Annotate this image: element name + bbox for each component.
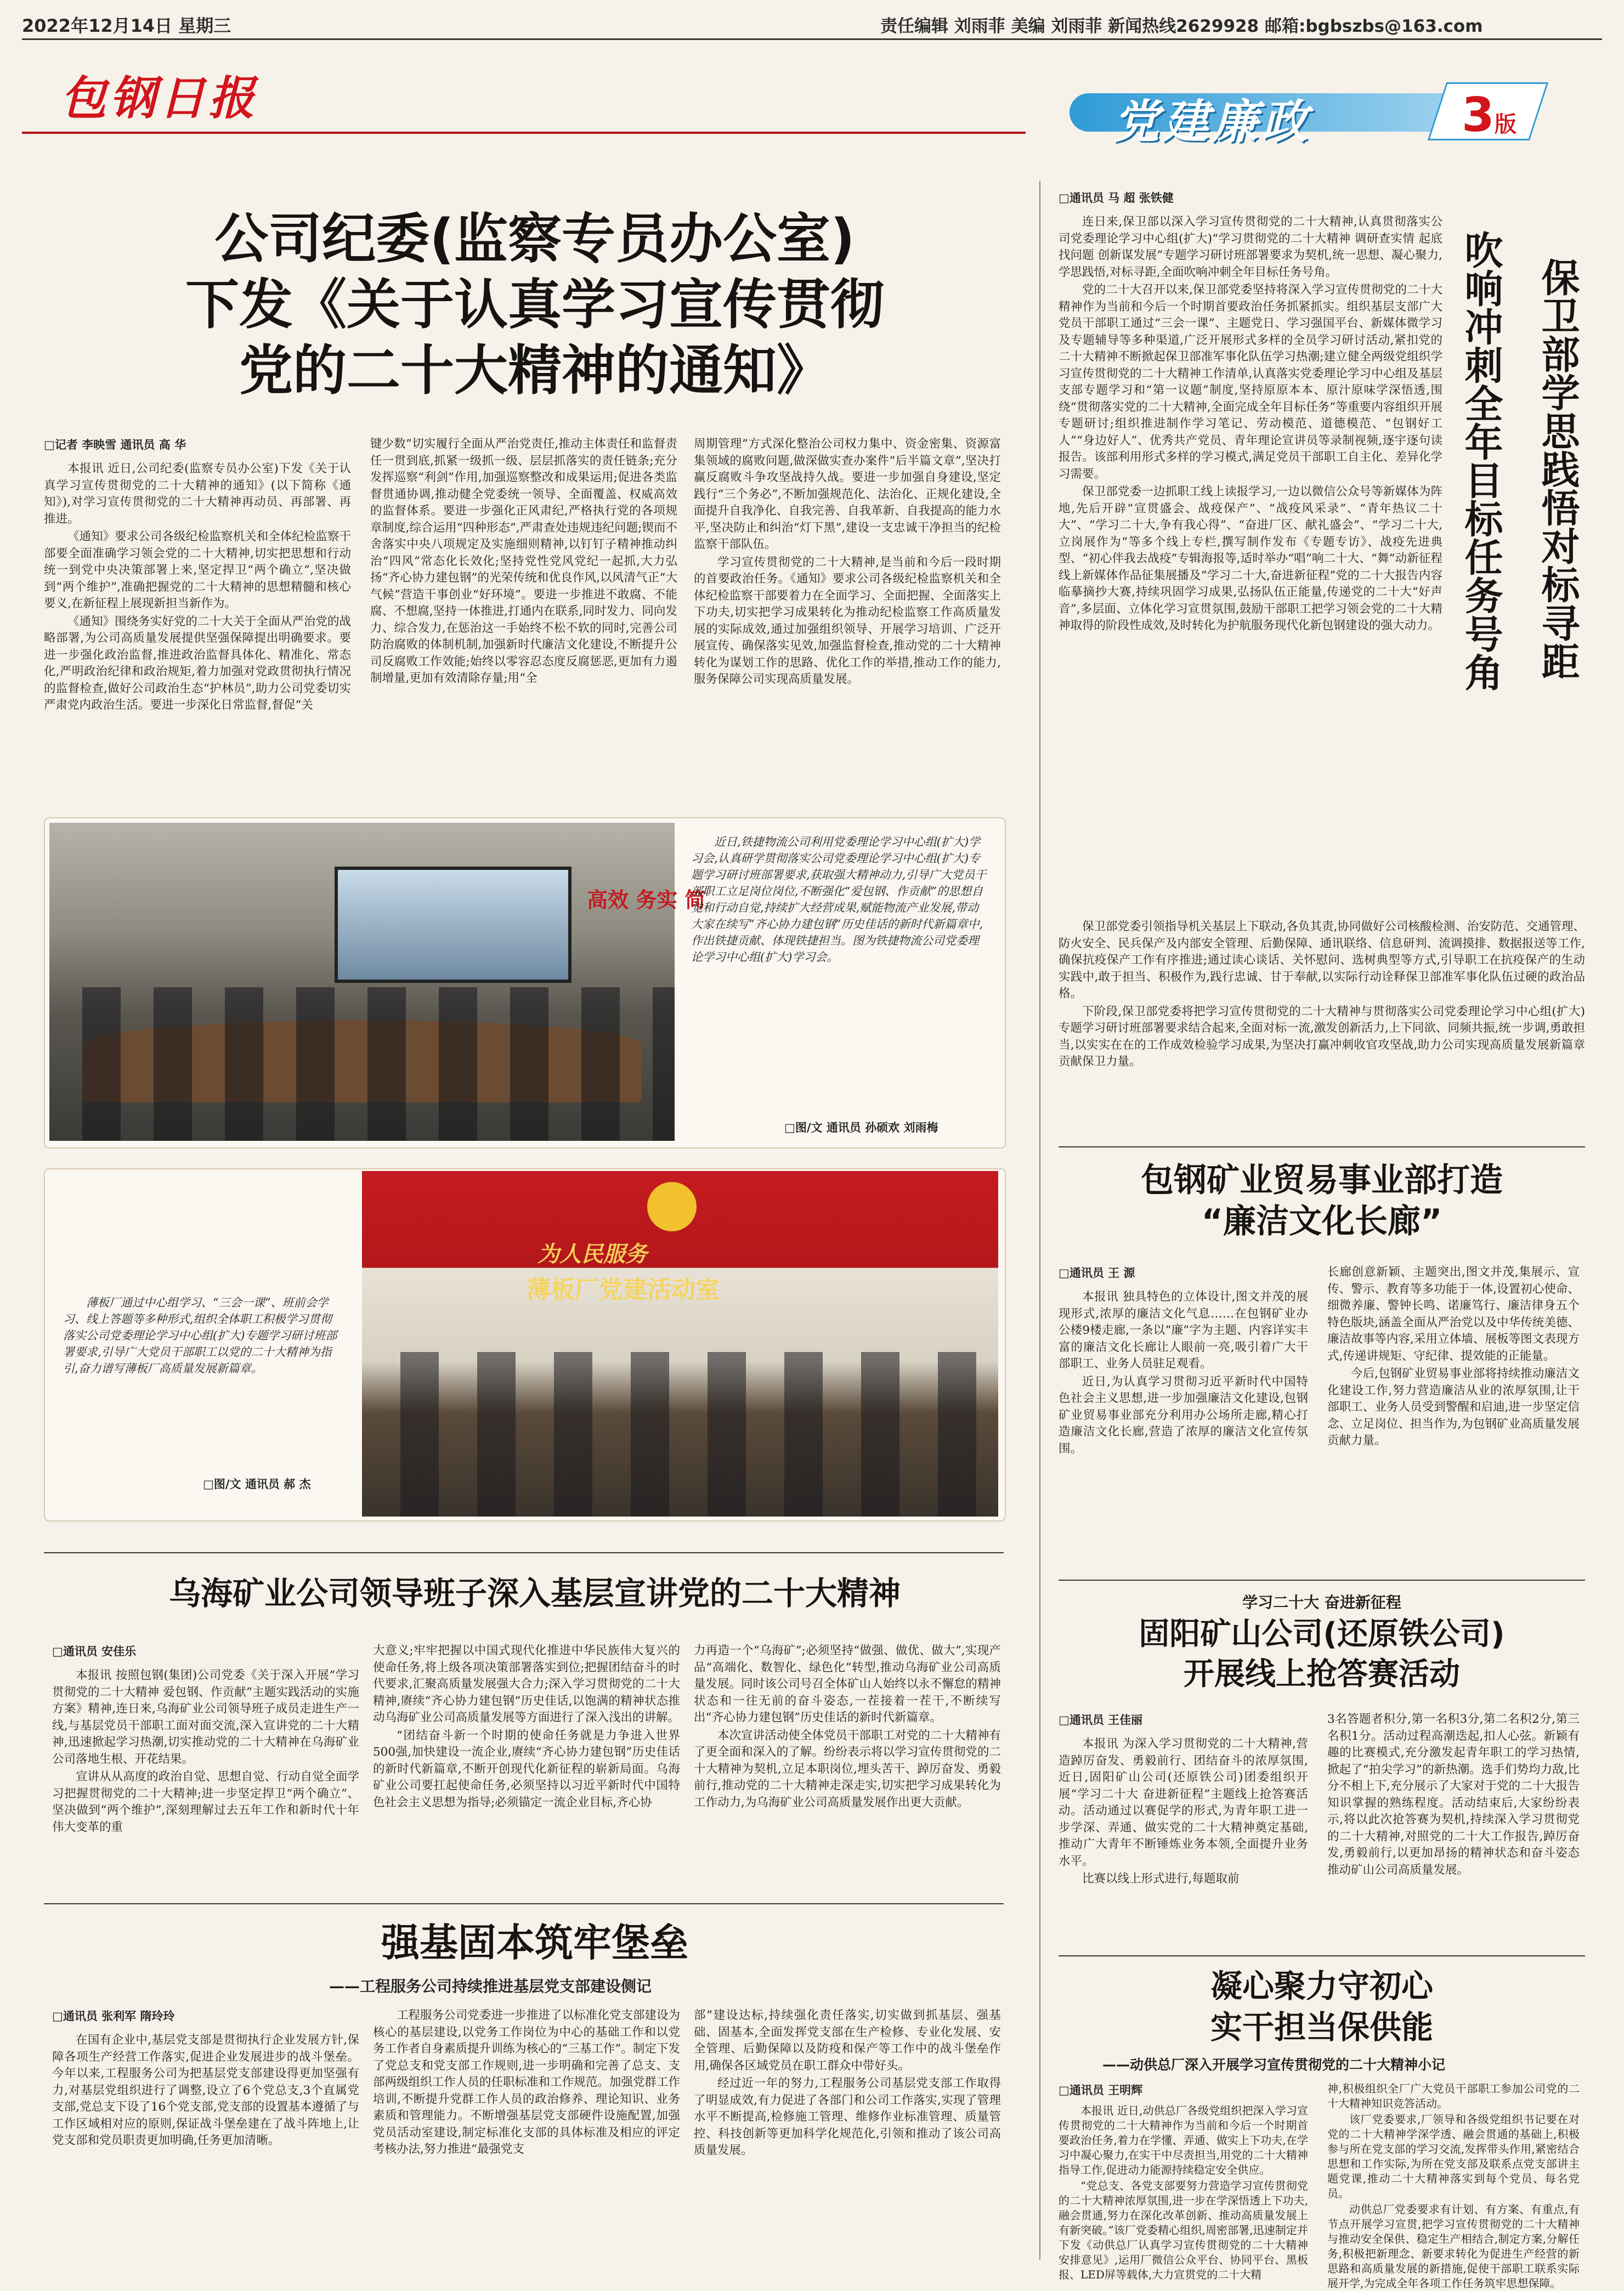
- art7-title-line1: 凝心聚力守初心: [1210, 1967, 1433, 2005]
- art3-c2-p1: 工程服务公司党委进一步推进了以标准化党支部建设为核心的基层建设,以党务工作岗位为中心的基础工作和以党务工作者自身素质提升训练为核心的“三基工作”。制定下发了党总支和党支部工作规则,进一步明确和完善了总支、支部两级组织工作人员的任职标准和工作规范。加强党群工作培训,不断提升党群工作人员的政治修养、理论知识、业务素质和管理能力。不断增强基层党支部硬件设施配置,加强党员活动室建设,制定标准化支部的具体标准及相应的评定考核办法,努力推进“最强党支: [373, 2009, 680, 2156]
- art2-title: 乌海矿业公司领导班子深入基层宣讲党的二十大精神: [168, 1575, 901, 1612]
- art4-vertical-title-left: 吹响冲刺全年目标任务号角: [1458, 230, 1503, 691]
- art5-c2-p1: 长廊创意新颖、主题突出,图文并茂,集展示、宣传、警示、教育等多功能于一体,设置初心使命、细微养廉、警钟长鸣、诺廉笃行、廉洁律身五个特色版块,涵盖全面从严治党以及中华传统美德、廉洁故事等内容,采用立体墙、展板等图文表现方式,传递讲规矩、守纪律、提效能的正能量。: [1327, 1265, 1580, 1363]
- art1-title-line1: 公司纪委(监察专员办公室): [214, 208, 855, 270]
- art2-col2: [373, 1643, 680, 1953]
- art2-col1: [52, 1667, 359, 1953]
- photo1-screen: [335, 867, 571, 983]
- photo2-party-emblem: [647, 1182, 697, 1231]
- art1-c2-p1: 键少数”切实履行全面从严治党责任,推动主体责任和监督责任一贯到底,抓紧一级抓一级、层层抓落实的责任链条;充分发挥巡察“利剑”作用,加强巡察整改和成果运用;促进各类监督贯通协调,推动健全党委统一领导、全面覆盖、权威高效的监督体系。要进一步强化正风肃纪,严格执行党的各项规章制度,综合运用“四种形态”,严肃查处违规违纪问题;锲而不舍落实中央八项规定及实施细则精神,以钉钉子精神推动纠治“四风”常态化长效化;坚持党性党风党纪一起抓,大力弘扬“齐心协力建包钢”的光荣传统和优良作风,以风清气正“大气候”营造干事创业“好环境”。要进一步推进不敢腐、不能腐、不想腐,坚持一体推进,打通内在联系,同时发力、同向发力、综合发力,在惩治这一手始终不松不软的同时,完善公司防治腐败的体制机制,加强新时代廉洁文化建设,不断提升公司反腐败工作效能;始终以零容忍态度反腐惩恶,更加有力遏制增量,更加有效清除存量;用“全: [370, 437, 677, 685]
- page-number: 3: [1462, 88, 1495, 143]
- art4-p2: 党的二十大召开以来,保卫部党委坚持将深入学习宣传贯彻党的二十大精神作为当前和今后一个时期首要政治任务抓紧抓实。组织基层支部广大党员干部职工通过“三会一课”、主题党日、学习强国平台、新媒体微学习及专题辅导等多种渠道,广泛开展形式多样的全员学习研讨活动,紧扣党的二十大精神不断掀起保卫部准军事化队伍学习热潮;建立健全两级党组织学习宣传贯彻党的二十大精神工作清单,认真落实党委理论学习中心组及基层支部专题学习和“第一议题”制度,坚持原原本本、原汁原味学深悟透,围绕“贯彻落实党的二十大精神,全面完成全年目标任务”等重要内容组织开展专题研讨;组织推进制作学习笔记、劳动模范、道德模范、“包钢好工人”“身边好人”、优秀共产党员、青年理论宣讲员等录制视频,逐宇逐句读报告。该部利用形式多样的学习模式,满足党员干部职工自主化、差异化学习需要。: [1059, 283, 1442, 481]
- art6-title-line2: 开展线上抢答赛活动: [1184, 1656, 1460, 1692]
- art3-title: 强基固本筑牢堡垒: [381, 1920, 688, 1965]
- art3-byline: □通讯员 张利军 隋玲玲: [52, 2010, 175, 2023]
- photo2-activity-room-image: [362, 1171, 998, 1517]
- photo1-credit: □图/文 通讯员 孙硕欢 刘雨梅: [784, 1121, 938, 1134]
- art4-p4: 保卫部党委引领指导机关基层上下联动,各负其责,协同做好公司核酸检测、治安防范、交通管理、防火安全、民兵保产及内部安全管理、后勤保障、通讯联络、信息研判、流调摸排、数据报送等工作,确保抗疫保产工作有序推进;通过读心谈话、关怀慰问、选树典型等方式,引导职工在抗疫保产的生动实践中,敢于担当、积极作为,践行忠诚、甘于奉献,以实际行动诠释保卫部准军事化队伍过硬的政治品格。: [1059, 920, 1585, 1000]
- art3-c3-p2: 经过近一年的努力,工程服务公司基层党支部工作取得了明显成效,有力促进了各部门和公司工作落实,实现了管理水平不断提高,检修施工管理、维修作业标准管理、质量管控、科技创新等更加科学化规范化,引领和推动了该公司高质量发展。: [694, 2077, 1001, 2157]
- art7-c2-p3: 动供总厂党委要求有计划、有方案、有重点,有节点开展学习宣贯,把学习宣传贯彻党的二十大精神与推动安全保供、稳定生产相结合,制定方案,分解任务,积极把新理念、新要求转化为促进生产经营的新思路和高质量发展的新措施,促使干部职工联系实际展开学,为完成全年各项工作任务筑牢思想保障。: [1327, 2203, 1580, 2290]
- masthead-logo: 包钢日报: [60, 71, 258, 125]
- art2-c1-p2: 宣讲从从高度的政治自觉、思想自觉、行动自觉全面学习把握贯彻党的二十大精神;进一步坚定捍卫“两个确立”、坚决做到“两个维护”,深刻理解过去五年工作和新时代十年伟大变革的重: [52, 1770, 359, 1834]
- art5-c2-p2: 今后,包钢矿业贸易事业部将持续推动廉洁文化建设工作,努力营造廉洁从业的浓厚氛围,让干部职工、业务人员受到警醒和启迪,进一步坚定信念、立足岗位、担当作为,为包钢矿业高质量发展贡献力量。: [1327, 1367, 1580, 1447]
- art1-title-line3: 党的二十大精神的通知》: [239, 340, 830, 402]
- art1-c3-p2: 学习宣传贯彻党的二十大精神,是当前和今后一段时期的首要政治任务。《通知》要求公司各级纪检监察机关和全体纪检监察干部要着力在全面学习、全面把握、全面落实上下功夫,切实把学习成果转化为推动纪检监察工作高质量发展的实际成效,通过加强组织领导、开展学习培训、广泛开展宣传、确保落实见效,加强监督检查,推动党的二十大精神转化为谋划工作的思路、优化工作的举措,推动工作的能力,服务保障公司实现高质量发展。: [694, 555, 1001, 686]
- art7-c2-p2: 该厂党委要求,厂领导和各级党组织书记要在对党的二十大精神学深学透、融会贯通的基础上,积极参与所在党支部的学习交流,发挥带头作用,紧密结合思想和工作实际,为所在党支部及联系点党支部讲主题党课,推动二十大精神落实到每个党员、每名党员。: [1327, 2113, 1580, 2200]
- art3-col3: [694, 2007, 1001, 2262]
- art2-c2-p1: 大意义;牢牢把握以中国式现代化推进中华民族伟大复兴的使命任务,将上级各项决策部署落实到位;把握团结奋斗的时代要求,汇聚高质量发展强大合力;深入学习贯彻党的二十大精神,赓续“齐心协力建包钢”历史佳话,以饱满的精神状态推动乌海矿业公司高质量发展等方面进行了深入浅出的讲解。: [373, 1644, 680, 1724]
- photo1-meeting-image: [49, 823, 706, 1141]
- art3-c1-p1: 在国有企业中,基层党支部是贯彻执行企业发展方针,保障各项生产经营工作落实,促进企业发展进步的战斗堡垒。今年以来,工程服务公司为把基层党支部建设得更加坚强有力,对基层党组织进行了调整,设立了6个党总支,3个直属党支部,党总支下设了16个党支部,党支部的设置基本遵循了与工作区域相对应的原则,保证战斗堡垒建在了战斗阵地上,让党支部和党员职责更加明确,任务更加清晰。: [52, 2033, 359, 2147]
- art5-title-line2: “廉洁文化长廊”: [1201, 1202, 1442, 1241]
- art5-c1-p1: 本报讯 独具特色的立体设计,图文并茂的展现形式,浓厚的廉洁文化气息……在包钢矿业办公楼9楼走廊,一条以“廉”字为主题、内容详实丰富的廉洁文化长廊让人眼前一亮,吸引着广大干部职工、业务人员驻足观看。: [1059, 1290, 1308, 1371]
- art1-title-line2: 下发《关于认真学习宣传贯彻: [185, 274, 884, 336]
- art6-c1-p2: 比赛以线上形式进行,每题取前: [1082, 1872, 1240, 1886]
- art6-c1-p1: 本报讯 为深入学习贯彻党的二十大精神,营造踔厉奋发、勇毅前行、团结奋斗的浓厚氛围,近日,固阳矿山公司(还原铁公司)团委组织开展“学习二十大 奋进新征程”主题线上抢答赛活动。活动通过以赛促学的形式,为青年职工进一步学深、弄通、做实党的二十大精神奠定基础,推动广大青年不断锤炼业务本领,全面提升业务水平。: [1059, 1737, 1308, 1868]
- art4-body-wide: [1059, 919, 1585, 1138]
- art4-body: [1059, 214, 1442, 916]
- art1-col3: [694, 436, 1001, 801]
- art2-c3-p2: 本次宣讲活动使全体党员干部职工对党的二十大精神有了更全面和深入的了解。纷纷表示将以学习宣传贯彻党的二十大精神为契机,立足本职岗位,埋头苦干、踔厉奋发、勇毅前行,推动党的二十大精神走深走实,切实把学习成果转化为工作动力,为乌海矿业公司高质量发展作出更大贡献。: [694, 1728, 1001, 1809]
- art6-col2: [1327, 1711, 1580, 1944]
- art6-col1: [1059, 1736, 1308, 1944]
- art1-c3-p1: 周期管理”方式深化整治公司权力集中、资金密集、资源富集领域的腐败问题,做深做实查办案件“后半篇文章”,坚决打赢反腐败斗争攻坚战持久战。要进一步加强自身建设,坚定践行“三个务必”,不断加强规范化、法治化、正规化建设,全面提升自我净化、自我完善、自我革新、自我提高的能力水平,坚决防止和纠治“灯下黑”,建设一支忠诚干净担当的纪检监察干部队伍。: [694, 437, 1001, 551]
- art4-vertical-title-right: 保卫部学思践悟对标寻距: [1535, 258, 1580, 680]
- art1-c1-p2: 《通知》要求公司各级纪检监察机关和全体纪检监察干部要全面准确学习领会党的二十大精神,切实把思想和行动统一到党中央决策部署上来,坚定捍卫“两个确立”,坚决做到“两个维护”,准确把握党的二十大精神的思想精髓和核心要义,在新征程上展现新担当新作为。: [44, 530, 351, 610]
- photo2-banner-top: 为人民服务: [537, 1241, 647, 1267]
- art7-c1-p1: 本报讯 近日,动供总厂各级党组织把深入学习宣传贯彻党的二十大精神作为当前和今后一个时期首要政治任务,着力在学懂、弄通、做实上下功夫,在学习中凝心聚力,在实干中尽责担当,用党的二十大精神指导工作,促进动力能源持续稳定安全供应。: [1059, 2104, 1308, 2176]
- page-date: 2022年12月14日 星期三: [22, 15, 231, 36]
- page-suffix: 版: [1495, 111, 1517, 137]
- art5-c1-p2: 近日,为认真学习贯彻习近平新时代中国特色社会主义思想,进一步加强廉洁文化建设,包钢矿业贸易事业部充分利用办公场所走廊,精心打造廉洁文化长廊,营造了浓厚的廉洁文化宣传氛围。: [1059, 1374, 1308, 1456]
- header-rule: [22, 38, 1602, 40]
- art3-top-rule: [44, 1903, 1004, 1904]
- photo2-credit: □图/文 通讯员 郝 杰: [203, 1478, 311, 1491]
- art4-p3: 保卫部党委一边抓职工线上读报学习,一边以微信公众号等新媒体为阵地,先后开辟“宣贯盛会、战疫保产”、“战疫风采录”、“青年热议二十大”、“学习二十大,争有我心得”、“奋进厂区、献礼盛会”、“学习二十大,立岗展作为”等多个线上专栏,撰写制作发布《专题专访》、战疫先进典型、“初心伴我去战疫”专辑海报等,适时举办“唱”响二十大、“舞”动新征程线上新媒体作品征集展播及“学习二十大,奋进新征程”党的二十大报告内容临摹摘抄大赛,持续巩固学习成果,弘扬队伍正能量,传递党的二十大“好声音”,多层面、立体化学习宣贯氛围,鼓励干部职工把学习领会党的二十大精神取得的阶段性成效,及时转化为护航服务现代化新包钢建设的强大动力。: [1059, 485, 1442, 632]
- art2-c2-p2: “团结奋斗新一个时期的使命任务就是力争进入世界500强,加快建设一流企业,赓续“齐心协力建包钢”历史佳话的新时代新篇章,不断开创现代化新征程的崭新局面。乌海矿业公司要扛起使命任务,必须坚持以习近平新时代中国特色社会主义思想为指导;必须锚定一流企业目标,齐心协: [373, 1728, 680, 1809]
- art5-title-line1: 包钢矿业贸易事业部打造: [1141, 1161, 1503, 1200]
- masthead-rule: [22, 132, 1026, 134]
- art3-c3-p1: 部”建设达标,持续强化责任落实,切实做到抓基层、强基础、固基本,全面发挥党支部在生产检修、专业化发展、安全管理、后勤保障以及防疫和保产等工作中的战斗堡垒作用,确保各区域党员在职工群众中带好头。: [694, 2009, 1001, 2073]
- art2-c3-p1: 力再造一个“乌海矿”;必须坚持“做强、做优、做大”,实现产品“高端化、数智化、绿色化”转型,推动乌海矿业公司高质量发展。同时该公司号召全体矿山人始终以永不懈怠的精神状态和一往无前的奋斗姿态,一茬接着一茬干,不断续写出“齐心协力建包钢”历史佳话的新时代新篇章。: [694, 1644, 1001, 1724]
- art2-c1-p1: 本报讯 按照包钢(集团)公司党委《关于深入开展“学习贯彻党的二十大精神 爱包钢、作贡献”主题实践活动的实施方案》精神,连日来,乌海矿业公司领导班子成员走进生产一线,与基层党员干部职工面对面交流,深入宣讲党的二十大精神,迅速掀起学习热潮,切实推动党的二十大精神在乌海矿业公司落地生根、开花结果。: [52, 1668, 359, 1766]
- photo2-caption: 薄板厂通过中心组学习、“三会一课”、班前会学习、线上答题等多种形式,组织全体职工积极学习贯彻落实公司党委理论学习中心组(扩大)专题学习研讨班部署要求,引导广大党员干部职工以党的二十大精神为指引,奋力谱写薄板厂高质量发展新篇章。: [63, 1296, 337, 1375]
- photo1-wall-sign: 高效 务实 简: [587, 888, 706, 912]
- art2-byline: □通讯员 安佳乐: [52, 1645, 137, 1658]
- art5-top-rule: [1059, 1146, 1585, 1147]
- art6-top-rule: [1059, 1580, 1585, 1581]
- art7-top-rule: [1059, 1955, 1585, 1956]
- art4-p5: 下阶段,保卫部党委将把学习宣传贯彻党的二十大精神与贯彻落实公司党委理论学习中心组(扩大)专题学习研讨班部署要求结合起来,全面对标一流,激发创新活力,上下同欲、同频共振,统一步调,勇敢担当,以实实在在的工作成效检验学习成果,为坚决打赢冲刺收官攻坚战,助力公司实现高质量发展新篇章贡献保卫力量。: [1059, 1004, 1585, 1068]
- art5-col2: [1327, 1264, 1580, 1569]
- art7-byline: □通讯员 王明辉: [1059, 2084, 1143, 2097]
- art7-subtitle: ——动供总厂深入开展学习宣传贯彻党的二十大精神小记: [1102, 2057, 1446, 2073]
- art3-subtitle: ——工程服务公司持续推进基层党支部建设侧记: [329, 1977, 652, 1995]
- art4-byline: □通讯员 马 超 张铁健: [1059, 191, 1174, 205]
- art5-byline: □通讯员 王 源: [1059, 1266, 1135, 1280]
- art7-title-line2: 实干担当保供能: [1210, 2009, 1433, 2046]
- photo1-people: [49, 987, 675, 1141]
- photo1-caption: 近日,铁捷物流公司利用党委理论学习中心组(扩大)学习会,认真研学贯彻落实公司党委理论学习中心组(扩大)专题学习研讨班部署要求,获取强大精神动力,引导广大党员干部职工立足岗位岗位,不断强化“爱包钢、作贡献”的思想自觉和行动自觉,持续扩大经营成果,赋能物流产业发展,带动大家在续写“齐心协力建包钢”历史佳话的新时代新篇章中,作出铁捷贡献、体现铁捷担当。图为铁捷物流公司党委理论学习中心组(扩大)学习会。: [691, 835, 987, 964]
- art6-title-line1: 固阳矿山公司(还原铁公司): [1139, 1616, 1505, 1652]
- column-divider: [1039, 181, 1040, 2260]
- art6-c2-p1: 3名答题者积分,第一名积3分,第二名积2分,第三名积1分。活动过程高潮迭起,扣人心弦。新颖有趣的比赛模式,充分激发起青年职工的学习热情,掀起了“拍尖学习”的新热潮。选手们势均力敌,比分不相上下,充分展示了大家对于党的二十大报告知识掌握的熟练程度。活动结束后,大家纷纷表示,将以此次抢答赛为契机,持续深入学习贯彻党的二十大精神,对照党的二十大工作报告,踔厉奋发,勇毅前行,以更加昂扬的精神状态和奋斗姿态推动矿山公司高质量发展。: [1327, 1712, 1580, 1877]
- photo2-banner-main: 薄板厂党建活动室: [527, 1276, 720, 1304]
- photo2-people: [362, 1352, 998, 1517]
- art6-kicker: 学习二十大 奋进新征程: [1242, 1593, 1401, 1611]
- art4-p1: 连日来,保卫部以深入学习宣传贯彻党的二十大精神,认真贯彻落实公司党委理论学习中心组(扩大)“学习贯彻党的二十大精神 调研查实情 起底找问题 创新谋发展”专题学习研讨班部署要求为契机,统一思想、凝心聚力,学思践悟,对标寻距,全面吹响冲刺全年目标任务号角。: [1059, 215, 1442, 279]
- art1-col2: [370, 436, 677, 801]
- art2-col3: [694, 1643, 1001, 1953]
- editor-info: 责任编辑 刘雨菲 美编 刘雨菲 新闻热线2629928 邮箱:bgbszbs@163.com: [880, 16, 1483, 36]
- art1-byline: □记者 李映雪 通讯员 高 华: [44, 438, 186, 451]
- art3-col1: [52, 2032, 359, 2262]
- art6-byline: □通讯员 王佳丽: [1059, 1713, 1143, 1727]
- art7-c2-p1: 神,积极组织全厂广大党员干部职工参加公司党的二十大精神知识竞答活动。: [1327, 2082, 1580, 2110]
- art1-col1: [44, 461, 351, 801]
- art7-col2: [1327, 2081, 1580, 2290]
- section-title: 党建廉政: [1113, 94, 1311, 149]
- art7-c1-p2: “党总支、各党支部要努力营造学习宣传贯彻党的二十大精神浓厚氛围,进一步在学深悟透上下功夫,融会贯通,努力在深化改革创新、推动高质量发展上有新突破。”该厂党委精心组织,周密部署,迅速制定并下发《动供总厂认真学习宣传贯彻党的二十大精神安排意见》,运用厂微信公众平台、协同平台、黑板报、LED屏等载体,大力宣贯党的二十大精: [1059, 2179, 1308, 2281]
- art5-col1: [1059, 1289, 1308, 1569]
- art1-c1-p3: 《通知》围绕务实好党的二十大关于全面从严治党的战略部署,为公司高质量发展提供坚强保障提出明确要求。要进一步强化政治监督,推进政治监督具体化、精准化、常态化,严明政治纪律和政治规矩,着力加强对党政贯彻执行情况的监督检查,做好公司政治生态“护林员”,助力公司党委切实严肃党内政治生活。要进一步深化日常监督,督促“关: [44, 614, 351, 712]
- art7-col1: [1059, 2103, 1308, 2281]
- art3-col2: [373, 2007, 680, 2262]
- art1-c1-p1: 本报讯 近日,公司纪委(监察专员办公室)下发《关于认真学习宣传贯彻党的二十大精神的通知》(以下简称《通知》),对学习宣传贯彻党的二十大精神再动员、再部署、再推进。: [44, 462, 351, 526]
- art2-top-rule: [44, 1552, 1004, 1553]
